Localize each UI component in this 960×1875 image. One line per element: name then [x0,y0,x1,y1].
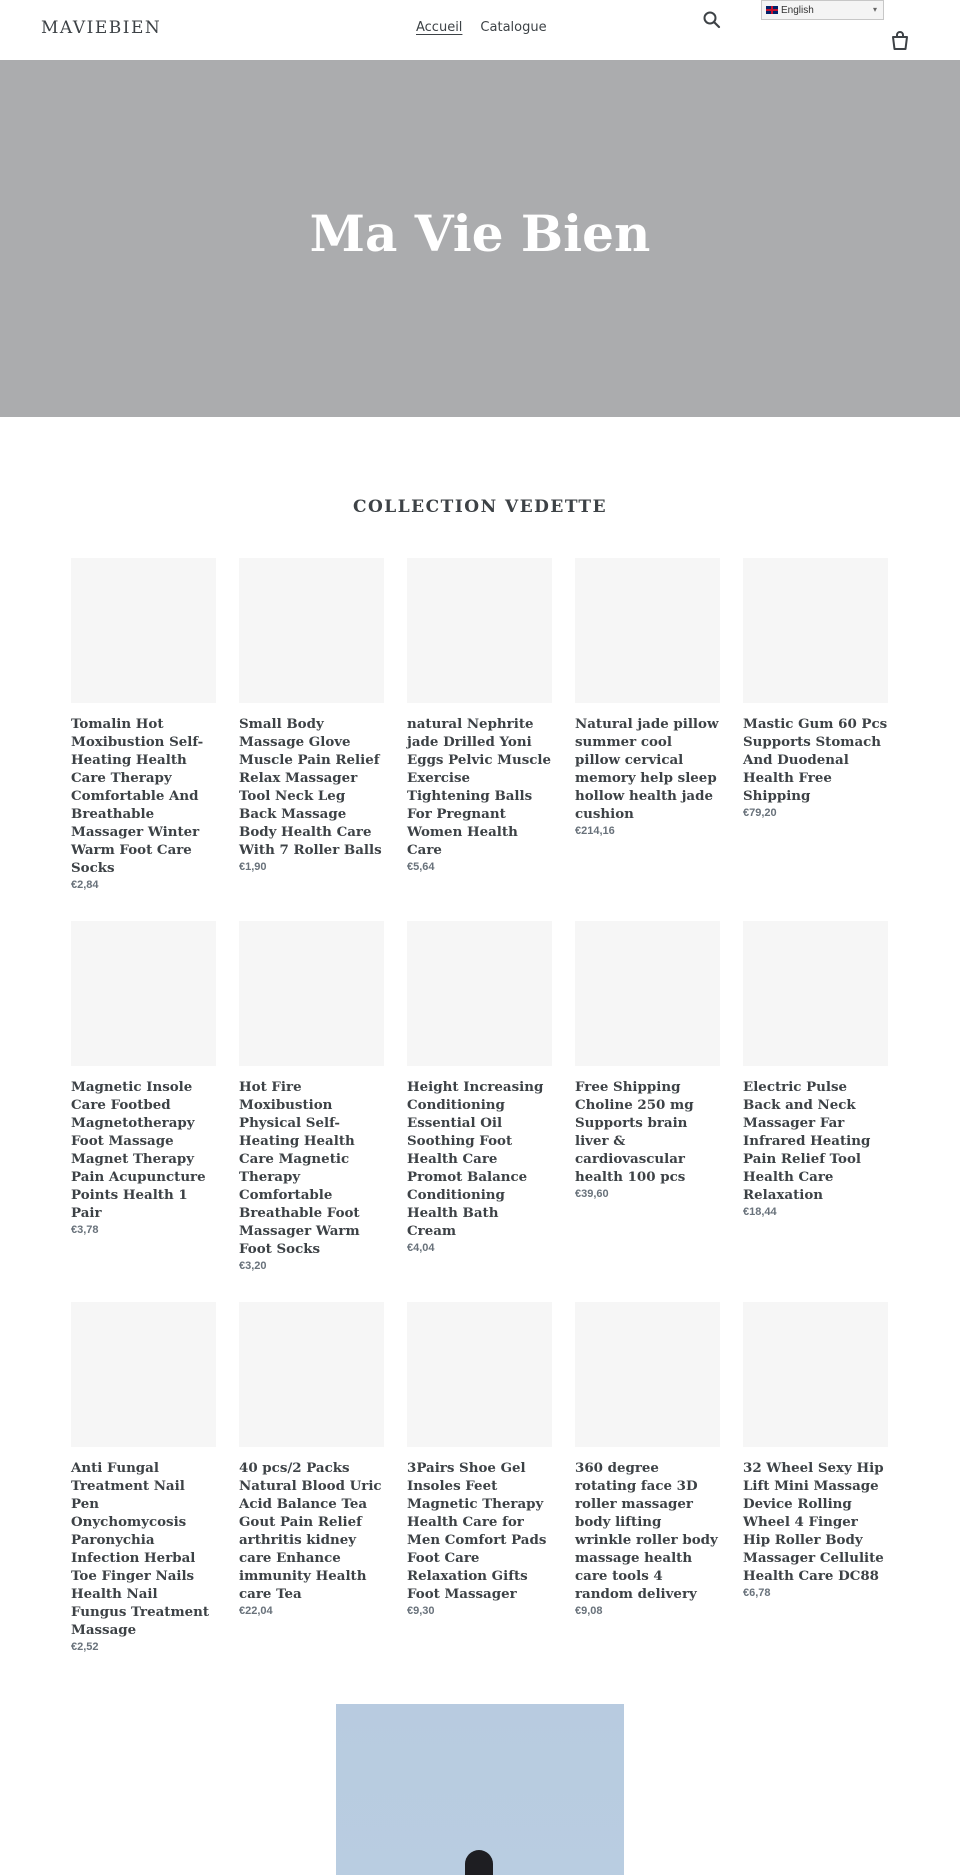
product-title[interactable]: 32 Wheel Sexy Hip Lift Mini Massage Device Rolling Wheel 4 Finger Hip Roller Body Massager Cellulite Health Care DC88 [743,1460,884,1584]
product-image[interactable] [407,558,552,703]
product-title[interactable]: 360 degree rotating face 3D roller massager body lifting wrinkle roller body massage health care tools 4 random delivery [575,1460,718,1602]
product-price: €9,08 [575,1605,603,1617]
product-title[interactable]: Electric Pulse Back and Neck Massager Far Infrared Heating Pain Relief Tool Health Care Relaxation [743,1079,871,1203]
product-title[interactable]: Natural jade pillow summer cool pillow cervical memory help sleep hollow health jade cushion [575,716,719,822]
featured-image [336,1704,624,1875]
product-title[interactable]: Small Body Massage Glove Muscle Pain Relief Relax Massager Tool Neck Leg Back Massage Body Health Care With 7 Roller Balls [239,716,382,858]
product-row [71,921,888,1272]
site-logo[interactable]: MAVIEBIEN [41,18,162,38]
product-card[interactable] [575,558,720,891]
person-silhouette [465,1850,493,1875]
product-card[interactable] [239,921,384,1272]
product-price: €3,20 [239,1260,267,1272]
main-nav [416,20,547,35]
product-row [71,1302,888,1653]
product-card[interactable] [575,921,720,1272]
product-card[interactable] [71,921,216,1272]
product-card[interactable] [743,558,888,891]
hero-title: Ma Vie Bien [309,204,651,263]
product-card[interactable] [239,558,384,891]
cart-icon[interactable] [890,30,910,52]
product-price: €4,04 [407,1242,435,1254]
product-price: €9,30 [407,1605,435,1617]
language-select[interactable] [761,0,884,20]
collection-title: COLLECTION VEDETTE [352,497,608,517]
product-title[interactable]: Anti Fungal Treatment Nail Pen Onychomycosis Paronychia Infection Herbal Toe Finger Nails Health Nail Fungus Treatment Massage [71,1460,210,1638]
product-card[interactable] [743,1302,888,1653]
product-image[interactable] [743,921,888,1066]
chevron-down-icon: ▾ [872,5,877,14]
product-image[interactable] [71,558,216,703]
product-title[interactable]: 40 pcs/2 Packs Natural Blood Uric Acid Balance Tea Gout Pain Relief arthritis kidney care Enhance immunity Health care Tea [239,1460,382,1602]
product-title[interactable]: Height Increasing Conditioning Essential Oil Soothing Foot Health Care Promot Balance Conditioning Health Bath Cream [407,1079,544,1239]
product-price: €2,84 [71,879,99,891]
product-card[interactable] [407,558,552,891]
search-icon[interactable] [702,10,722,32]
product-title[interactable]: Magnetic Insole Care Footbed Magnetotherapy Foot Massage Magnet Therapy Pain Acupuncture Points Health 1 Pair [71,1079,206,1221]
product-title[interactable]: 3Pairs Shoe Gel Insoles Feet Magnetic Therapy Health Care for Men Comfort Pads Foot Care Relaxation Gifts Foot Massager [407,1460,547,1602]
site-header [0,0,960,60]
product-price: €22,04 [239,1605,273,1617]
product-card[interactable] [743,921,888,1272]
product-image[interactable] [407,921,552,1066]
product-image[interactable] [575,558,720,703]
product-image[interactable] [239,558,384,703]
product-image[interactable] [71,1302,216,1447]
product-card[interactable] [407,921,552,1272]
product-image[interactable] [575,921,720,1066]
language-select-value: English [781,4,814,16]
product-title[interactable]: Tomalin Hot Moxibustion Self-Heating Health Care Therapy Comfortable And Breathable Massager Winter Warm Foot Care Socks [71,716,204,876]
nav-item-catalogue[interactable]: Catalogue [480,20,547,35]
product-image[interactable] [407,1302,552,1447]
product-price: €18,44 [743,1206,777,1218]
product-price: €1,90 [239,861,267,873]
hero-banner [0,60,960,417]
product-price: €6,78 [743,1587,771,1599]
nav-item-accueil[interactable]: Accueil [416,20,463,35]
product-card[interactable] [71,1302,216,1653]
product-image[interactable] [743,558,888,703]
product-card[interactable] [575,1302,720,1653]
product-price: €2,52 [71,1641,99,1653]
uk-flag-icon [766,6,778,14]
product-image[interactable] [239,921,384,1066]
product-image[interactable] [71,921,216,1066]
product-title[interactable]: Mastic Gum 60 Pcs Supports Stomach And Duodenal Health Free Shipping [743,716,888,804]
product-image[interactable] [239,1302,384,1447]
product-price: €39,60 [575,1188,609,1200]
product-price: €3,78 [71,1224,99,1236]
product-card[interactable] [71,558,216,891]
product-price: €5,64 [407,861,435,873]
product-title[interactable]: Free Shipping Choline 250 mg Supports brain liver & cardiovascular health 100 pcs [575,1079,694,1185]
product-row [71,558,888,891]
product-title[interactable]: Hot Fire Moxibustion Physical Self-Heating Health Care Magnetic Therapy Comfortable Breathable Foot Massager Warm Foot Socks [239,1079,360,1257]
product-image[interactable] [575,1302,720,1447]
product-card[interactable] [239,1302,384,1653]
product-price: €79,20 [743,807,777,819]
product-card[interactable] [407,1302,552,1653]
product-title[interactable]: natural Nephrite jade Drilled Yoni Eggs Pelvic Muscle Exercise Tightening Balls For Pregnant Women Health Care [407,716,551,858]
product-price: €214,16 [575,825,615,837]
product-image[interactable] [743,1302,888,1447]
